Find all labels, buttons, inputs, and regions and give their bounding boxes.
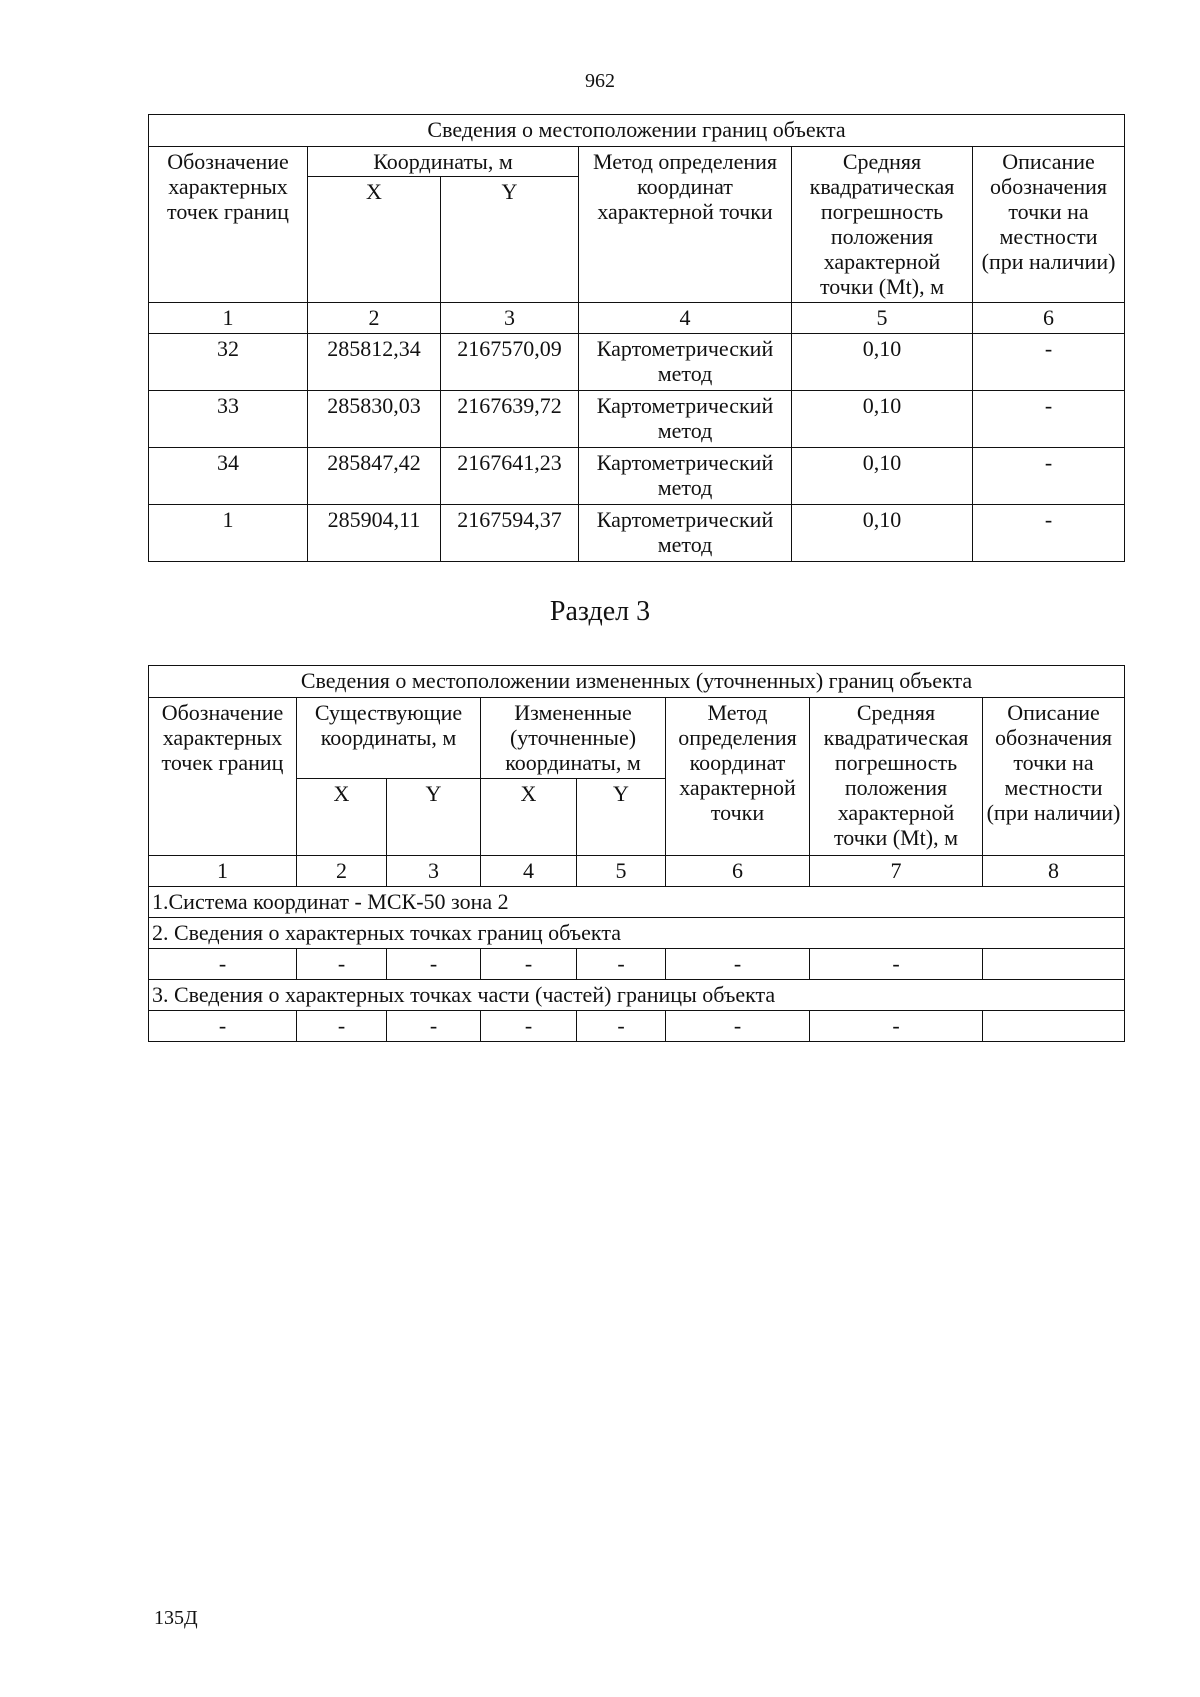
header-method: Метод определения координат характерной точки [579,147,792,303]
empty-cell: - [577,949,666,980]
header-changed-x: X [481,779,577,856]
header-description: Описание обозначения точки на местности (при наличии) [983,698,1125,856]
method-cell: Картометрический метод [579,448,792,505]
header-error: Средняя квадратическая погрешность положения характерной точки (Mt), м [792,147,973,303]
column-number: 5 [792,303,973,334]
header-changed-coordinates: Измененные (уточненные) координаты, м [481,698,666,779]
section-title: Раздел 3 [549,596,651,627]
header-point-designation: Обозначение характерных точек границ [149,147,308,303]
empty-cell [983,1011,1125,1042]
header-changed-y: Y [577,779,666,856]
boundary-points-table [148,114,1125,562]
empty-cell: - [387,1011,481,1042]
empty-cell: - [149,949,297,980]
method-cell: Картометрический метод [579,391,792,448]
error-cell: 0,10 [792,334,973,391]
empty-cell: - [297,1011,387,1042]
table-title: Сведения о местоположении границ объекта [149,115,1125,147]
description-cell: - [973,391,1125,448]
header-coordinates: Координаты, м [308,147,579,177]
coordinate-system-row: 1.Система координат - МСК-50 зона 2 [149,887,1125,918]
empty-cell: - [149,1011,297,1042]
column-number: 2 [308,303,441,334]
changed-boundary-table [148,665,1125,1042]
column-number: 4 [481,856,577,887]
description-cell: - [973,448,1125,505]
table-row [149,1011,1125,1042]
column-number: 7 [810,856,983,887]
boundary-points-heading: 2. Сведения о характерных точках границ объекта [149,918,1125,949]
part-points-heading: 3. Сведения о характерных точках части (частей) границы объекта [149,980,1125,1011]
header-x: X [308,177,441,303]
method-cell: Картометрический метод [579,505,792,562]
empty-cell: - [577,1011,666,1042]
y-cell: 2167594,37 [441,505,579,562]
x-cell: 285830,03 [308,391,441,448]
y-cell: 2167639,72 [441,391,579,448]
empty-cell: - [666,949,810,980]
header-method: Метод определения координат характерной точки [666,698,810,856]
empty-cell: - [666,1011,810,1042]
column-number: 2 [297,856,387,887]
error-cell: 0,10 [792,505,973,562]
column-number: 6 [666,856,810,887]
header-existing-coordinates: Существующие координаты, м [297,698,481,779]
column-number: 8 [983,856,1125,887]
table-row [149,505,1125,562]
description-cell: - [973,334,1125,391]
header-y: Y [441,177,579,303]
table-title: Сведения о местоположении измененных (уточненных) границ объекта [149,666,1125,698]
column-number: 1 [149,856,297,887]
y-cell: 2167641,23 [441,448,579,505]
empty-cell: - [481,1011,577,1042]
x-cell: 285847,42 [308,448,441,505]
point-cell: 33 [149,391,308,448]
table-row [149,949,1125,980]
error-cell: 0,10 [792,391,973,448]
empty-cell: - [481,949,577,980]
column-number: 1 [149,303,308,334]
x-cell: 285904,11 [308,505,441,562]
point-cell: 32 [149,334,308,391]
point-cell: 34 [149,448,308,505]
footer-code: 135Д [154,1607,198,1629]
column-number: 3 [387,856,481,887]
table-row [149,448,1125,505]
empty-cell: - [810,1011,983,1042]
empty-cell: - [297,949,387,980]
column-number: 5 [577,856,666,887]
empty-cell: - [387,949,481,980]
column-number: 6 [973,303,1125,334]
column-number: 4 [579,303,792,334]
table-row [149,334,1125,391]
header-existing-x: X [297,779,387,856]
table-row [149,391,1125,448]
method-cell: Картометрический метод [579,334,792,391]
column-number: 3 [441,303,579,334]
header-error: Средняя квадратическая погрешность положения характерной точки (Mt), м [810,698,983,856]
point-cell: 1 [149,505,308,562]
x-cell: 285812,34 [308,334,441,391]
error-cell: 0,10 [792,448,973,505]
header-description: Описание обозначения точки на местности (при наличии) [973,147,1125,303]
y-cell: 2167570,09 [441,334,579,391]
empty-cell: - [810,949,983,980]
empty-cell [983,949,1125,980]
page-number: 962 [585,70,615,92]
description-cell: - [973,505,1125,562]
header-point-designation: Обозначение характерных точек границ [149,698,297,856]
header-existing-y: Y [387,779,481,856]
